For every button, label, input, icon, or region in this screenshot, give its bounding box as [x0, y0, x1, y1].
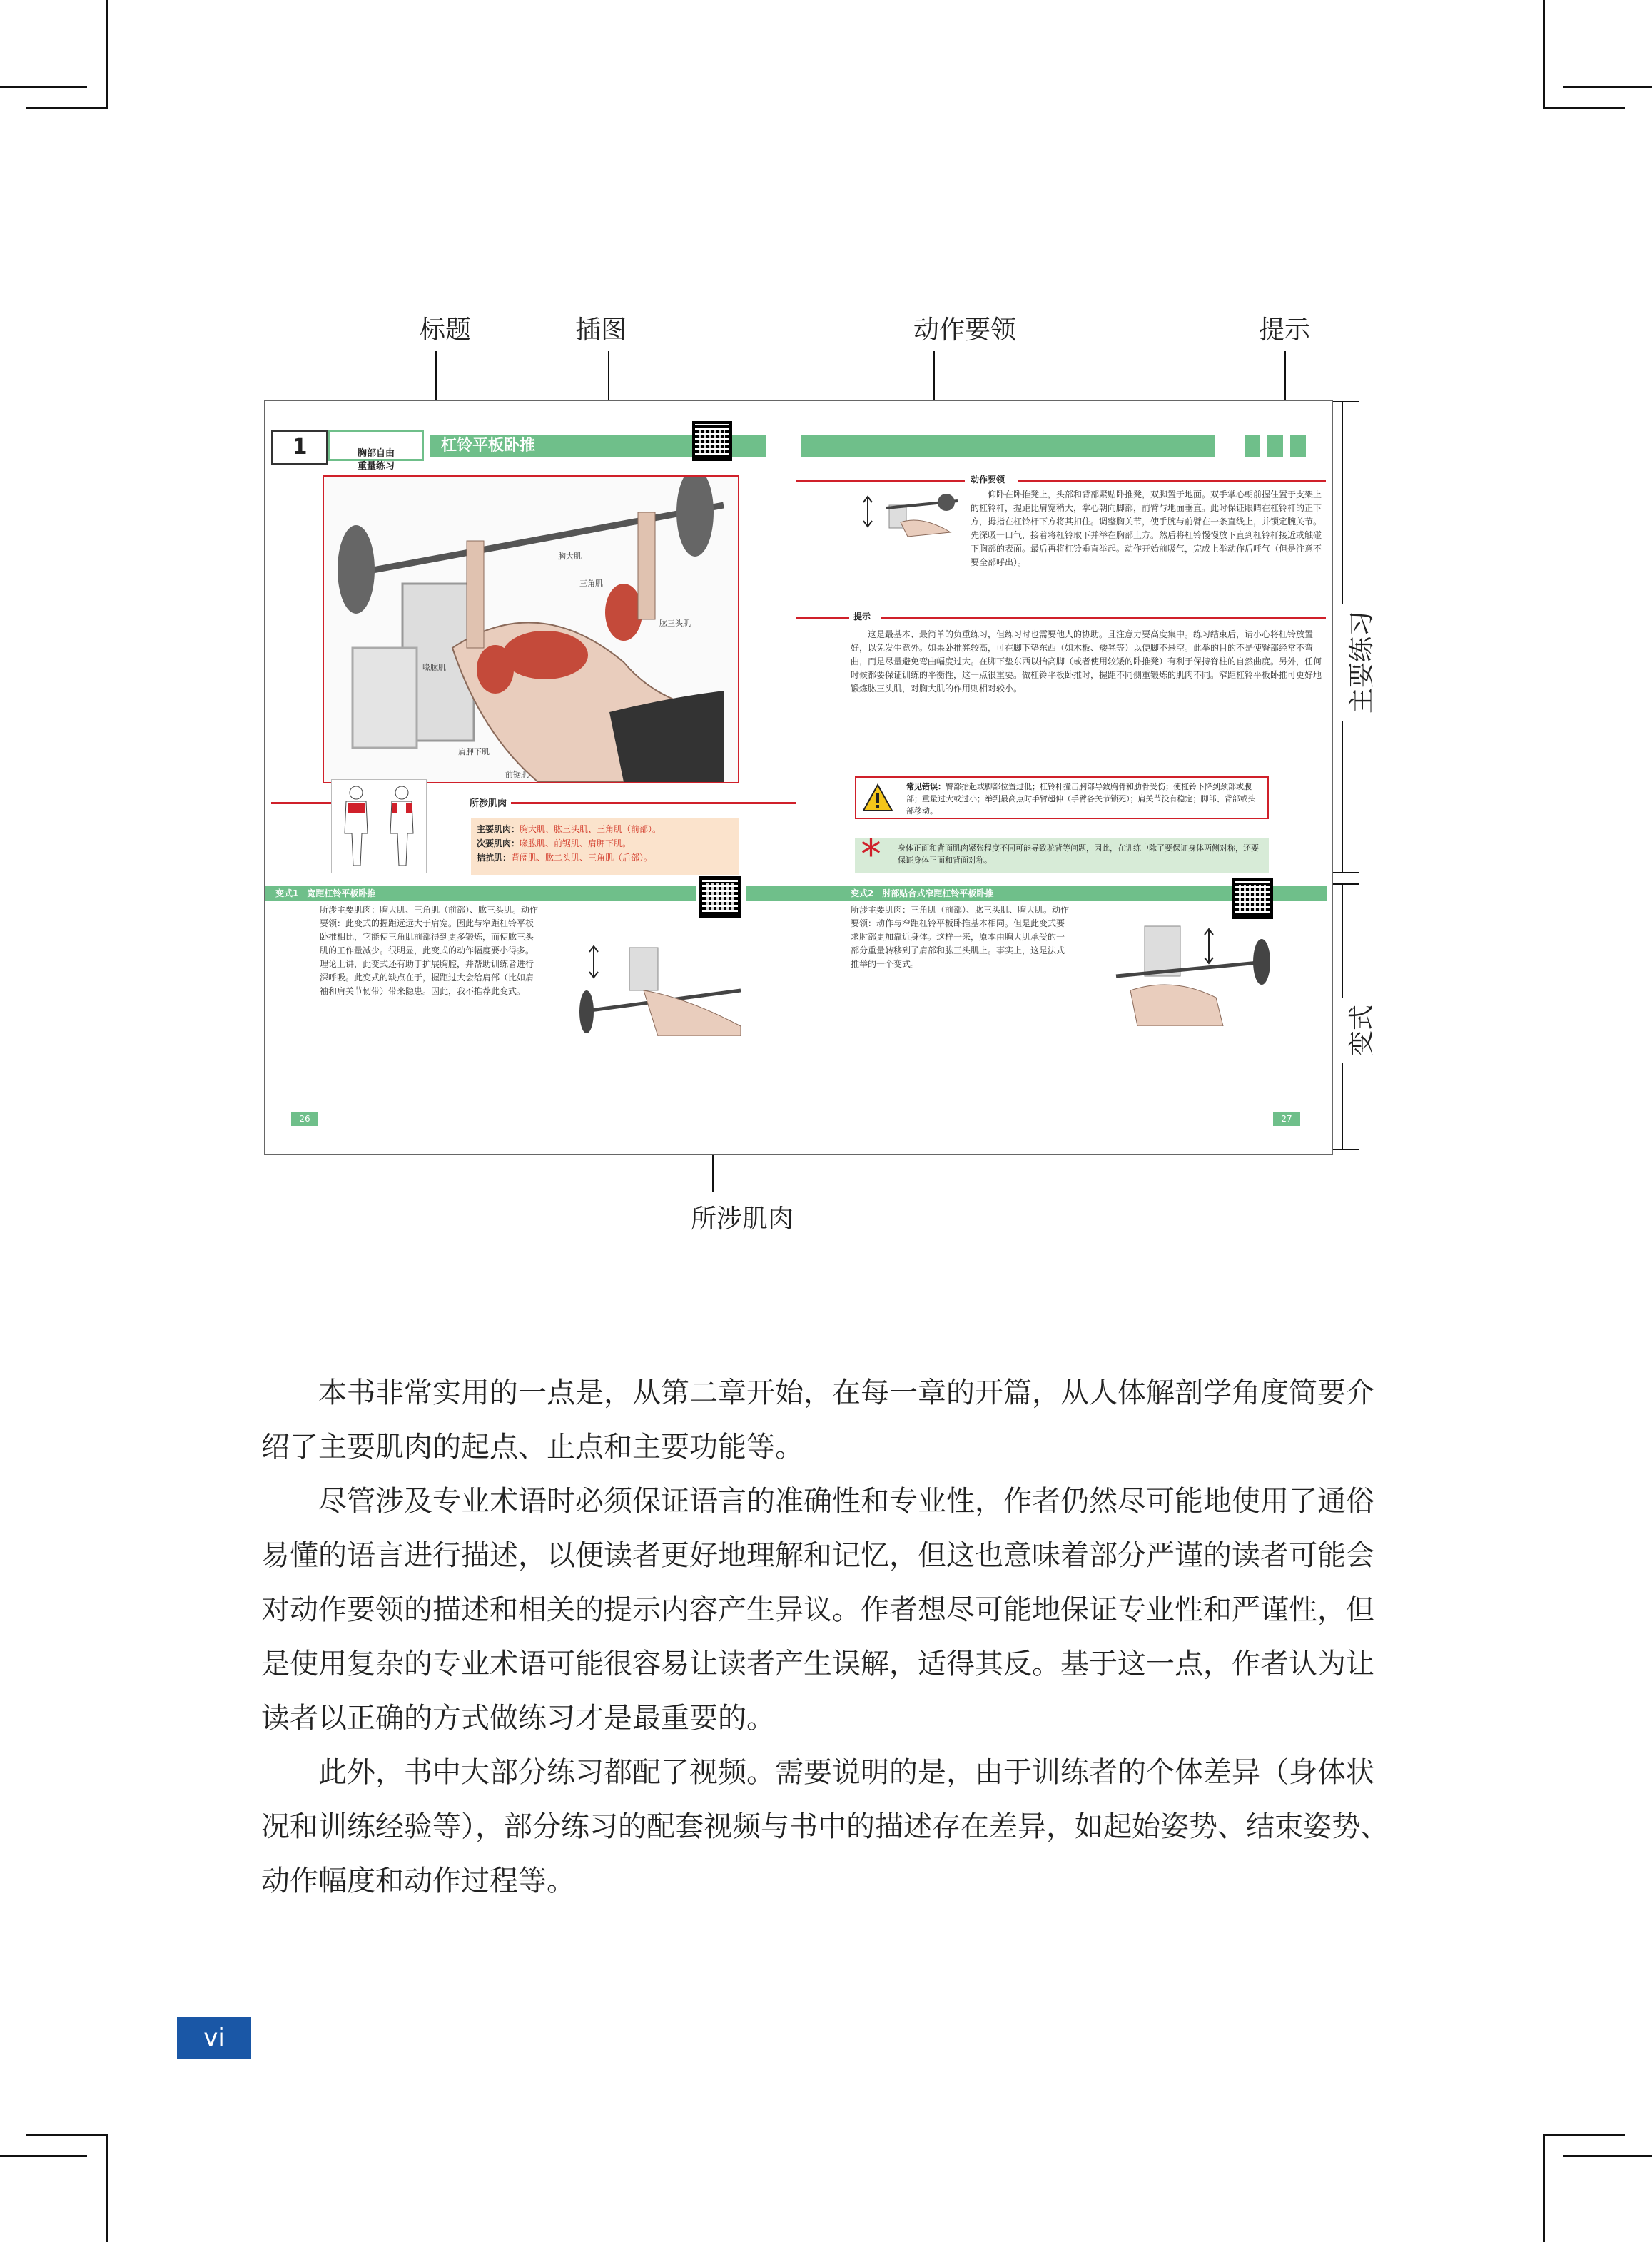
secondary-muscles-label: 次要肌肉： [477, 838, 520, 848]
muscles-heading: 所涉肌肉 [465, 796, 511, 809]
title-bar-tick-3 [1290, 435, 1306, 457]
bracket-main-top [1332, 401, 1359, 402]
body-silhouette-drawing [332, 780, 426, 873]
body-text [261, 1366, 1392, 1908]
action-thumbnail [858, 487, 965, 541]
bracket-variant-top [1332, 883, 1359, 885]
crop-mark-br-v [1543, 2134, 1545, 2242]
tip-rule-left [796, 617, 849, 619]
tip-rule-right [881, 617, 1326, 619]
primary-muscles: 胸大肌、肱三头肌、三角肌（前部）。 [520, 824, 662, 834]
exercise-number-box [271, 430, 328, 465]
primary-muscles-label: 主要肌肉： [477, 824, 520, 834]
muscles-rule-right [482, 802, 796, 804]
antagonist-muscles: 背阔肌、肱二头肌、三角肌（后部）。 [511, 853, 653, 863]
crop-mark-br-h [1563, 2155, 1652, 2157]
common-mistakes-label: 常见错误： [906, 782, 946, 791]
page-number: vi [177, 2017, 251, 2059]
bracket-main-bottom [1332, 872, 1359, 873]
body-paragraph-1: 本书非常实用的一点是，从第二章开始，在每一章的开篇，从人体解剖学角度简要介绍了主要肌肉的起点、止点和主要功能等。 [261, 1376, 1374, 1464]
muscle-label-triceps: 肱三头肌 [659, 619, 691, 628]
variant2-text: 所涉主要肌肉：三角肌（前部）、肱三头肌、胸大肌。动作要领：动作与窄距杠铃平板卧推基本相同。但是此变式要求肘部更加靠近身体。这样一来，原本由胸大肌承受的一部分重量转移到了肩部和肱三头肌上。事实上，这是法式推举的一个变式。 [851, 905, 1070, 969]
action-text: 仰卧在卧推凳上，头部和背部紧贴卧推凳，双脚置于地面。双手掌心朝前握住置于支架上的杠铃杆，握距比肩宽稍大，掌心朝向脚部，前臂与地面垂直。此时保证眼睛在杠铃杆的正下方，拇指在杠铃杆下方将其扣住。调整胸关节，使手腕与前臂在一条直线上，并锁定腕关节。先深吸一口气，接着将杠铃取下并举在胸部上方。然后将杠铃慢慢放下直到杠铃杆接近或触碰下胸部的表面。最后再将杠铃垂直举起。动作开始前吸气，完成上举动作后呼气（但是注意不要全部呼出）。 [971, 490, 1322, 567]
exercise-number: 1 [292, 435, 308, 460]
action-rule-left [796, 480, 965, 482]
crop-mark-tl-v [106, 0, 108, 108]
crop-mark-tl-h2 [26, 107, 108, 109]
secondary-muscles: 喙肱肌、前锯肌、肩胛下肌。 [520, 838, 632, 848]
warning-icon [862, 783, 893, 812]
note-text: 身体正面和背面肌肉紧张程度不同可能导致驼背等问题，因此，在训练中除了要保证身体两侧对称，还要保证身体正面和背面对称。 [898, 843, 1259, 865]
muscle-label-pectoralis: 胸大肌 [558, 552, 582, 561]
crop-mark-br-h2 [1543, 2134, 1625, 2136]
action-thumbnail-drawing [858, 487, 965, 541]
callout-title: 标题 [420, 315, 472, 345]
action-rule-right [1018, 480, 1326, 482]
title-bar-tick-1 [1245, 435, 1260, 457]
action-heading: 动作要领 [966, 473, 1009, 485]
variant2-drawing [1109, 919, 1275, 1026]
crop-mark-bl-h2 [26, 2134, 108, 2136]
label-variant: 变式 [1342, 998, 1378, 1063]
bracket-variant-bottom [1332, 1149, 1359, 1150]
antagonist-muscles-label: 拮抗肌： [477, 853, 512, 863]
variant1-text: 所涉主要肌肉：胸大肌、三角肌（前部）、肱三头肌。动作要领：此变式的握距远远大于肩宽。因此与窄距杠铃平板卧推相比，它能使三角肌前部得到更多锻炼，而使肱三头肌的工作量减少。很明显，此变式的动作幅度要小得多。理论上讲，此变式还有助于扩展胸腔，并帮助训练者进行深呼吸。此变式的缺点在于，握距过大会给肩部（比如肩袖和肩关节韧带）带来隐患。因此，我不推荐此变式。 [320, 905, 539, 996]
qr-code-right [1232, 878, 1273, 919]
body-paragraph-2: 尽管涉及专业术语时必须保证语言的准确性和专业性，作者仍然尽可能地使用了通俗易懂的语言进行描述，以便读者更好地理解和记忆，但这也意味着部分严谨的读者可能会对动作要领的描述和相关的提示内容产生异议。作者想尽可能地保证专业性和严谨性，但是使用复杂的专业术语可能很容易让读者产生误解，适得其反。基于这一点，作者认为让读者以正确的方式做练习才是最重要的。 [261, 1485, 1374, 1735]
muscle-label-deltoid: 三角肌 [579, 579, 603, 588]
variant1-illustration [579, 940, 741, 1036]
common-mistakes-text: 臀部抬起或脚部位置过低；杠铃杆撞击胸部导致胸骨和肋骨受伤；使杠铃下降到颈部或腹部；重量过大或过小；举到最高点时手臂超伸（手臂各关节锁死）；肩关节没有稳定；脚部、背部或头部移动。 [906, 782, 1256, 816]
common-mistakes-box [855, 776, 1269, 819]
category-box [328, 430, 424, 472]
variant1-title: 变式1 宽距杠铃平板卧推 [275, 888, 376, 898]
variant2-illustration [1109, 919, 1275, 1026]
muscle-label-coracobrachialis: 喙肱肌 [422, 663, 446, 672]
callout-tip: 提示 [1259, 315, 1311, 345]
title-bar-tick-2 [1267, 435, 1283, 457]
category-label: 胸部自由 重量练习 [357, 448, 395, 472]
crop-mark-tr-h2 [1543, 107, 1625, 109]
muscles-box [471, 818, 739, 875]
crop-mark-tr-h [1563, 86, 1652, 88]
variant1-drawing [579, 940, 741, 1036]
book-spread [264, 400, 1333, 1155]
muscle-label-subscapularis: 肩胛下肌 [458, 747, 490, 756]
asterisk-icon: * [861, 830, 881, 878]
qr-code-main [692, 421, 732, 461]
tip-text: 这是最基本、最简单的负重练习，但练习时也需要他人的协助。且注意力要高度集中。练习结束后，请小心将杠铃放置好，以免发生意外。如果卧推凳较高，可在脚下垫东西（如木板、矮凳等）以便脚不悬空。此举的目的不是使臀部经常不弯曲，而是尽量避免弯曲幅度过大。在脚下垫东西以抬高脚（或者使用较矮的卧推凳）有利于保持脊柱的自然曲度。另外，任何时候都要保证训练的平衡性，这一点很重要。做杠铃平板卧推时，握距不同侧重锻炼的肌肉不同。窄距杠铃平板卧推可更好地锻炼肱三头肌，对胸大肌的作用则相对较小。 [851, 629, 1322, 694]
page-number-left: 26 [291, 1112, 318, 1126]
qr-code-left [699, 876, 741, 918]
callout-muscles: 所涉肌肉 [691, 1204, 794, 1234]
variant2-title: 变式2 肘部贴合式窄距杠铃平板卧推 [851, 888, 994, 898]
muscle-silhouette [331, 779, 427, 873]
crop-mark-tl-h [0, 86, 87, 88]
crop-mark-bl-v [106, 2134, 108, 2242]
callout-illustration: 插图 [575, 315, 627, 345]
crop-mark-bl-h [0, 2155, 87, 2157]
label-main-exercise: 主要练习 [1342, 604, 1378, 721]
callout-action-key: 动作要领 [913, 315, 1017, 345]
body-paragraph-3: 此外，书中大部分练习都配了视频。需要说明的是，由于训练者的个体差异（身体状况和训练经验等），部分练习的配套视频与书中的描述存在差异，如起始姿势、结束姿势、动作幅度和动作过程等。 [261, 1756, 1389, 1897]
muscle-label-serratus: 前锯肌 [505, 770, 529, 779]
crop-mark-tr-v [1543, 0, 1545, 108]
page-number-right: 27 [1273, 1112, 1300, 1126]
tip-heading: 提示 [849, 610, 875, 622]
exercise-title: 杠铃平板卧推 [441, 437, 536, 455]
title-bar-right [801, 435, 1215, 457]
note-box [855, 830, 1269, 878]
